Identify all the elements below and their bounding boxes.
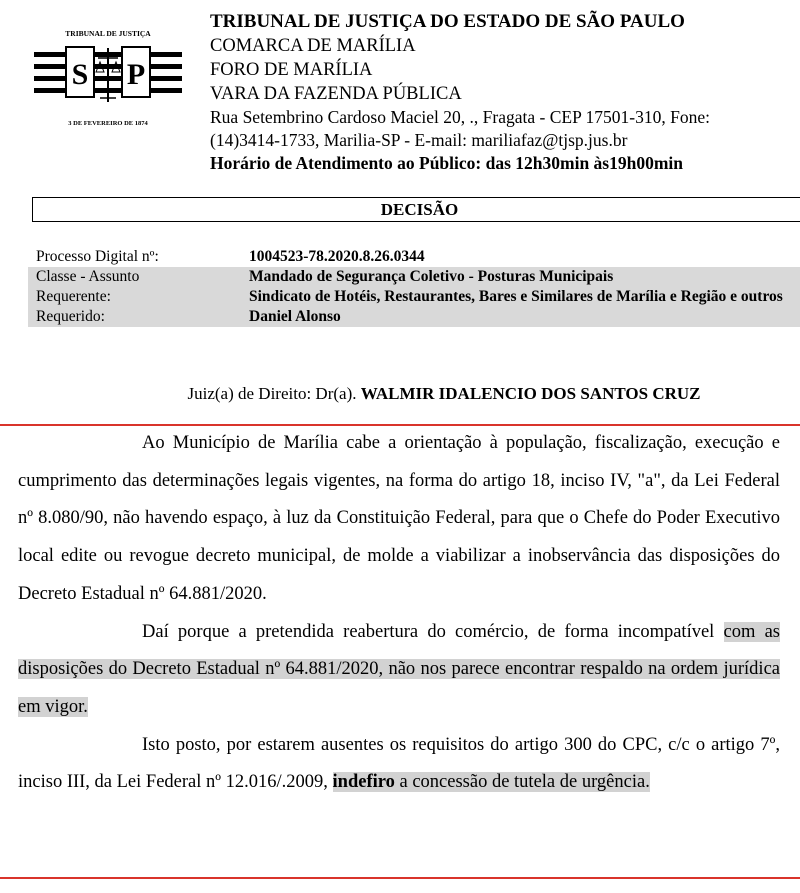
paragraph-2 [18, 614, 780, 727]
paragraph-3 [18, 727, 780, 802]
classe-label: Classe - Assunto [36, 268, 140, 285]
svg-text:3 DE FEVEREIRO DE 1874: 3 DE FEVEREIRO DE 1874 [68, 120, 148, 127]
paragraph-1: Ao Município de Marília cabe a orientação à população, fiscalização, execução e cumprimento das determinações legais vigentes, na forma do artigo 18, inciso IV, "a", da Lei Federal nº 8.080/90, não havendo espaço, à luz da Constituição Federal, para que o Chefe do Poder Executivo local edite ou revogue decreto municipal, de molde a viabilizar a inobservância das disposições do Decreto Estadual nº 64.881/2020. [18, 433, 780, 604]
address-line-2: (14)3414-1733, Marilia-SP - E-mail: mariliafaz@tjsp.jus.br [210, 130, 628, 150]
processo-value: 1004523-78.2020.8.26.0344 [249, 248, 425, 265]
decision-body [18, 425, 780, 802]
requerido-value: Daniel Alonso [249, 308, 341, 325]
judge-name: WALMIR IDALENCIO DOS SANTOS CRUZ [360, 384, 701, 403]
judge-line [0, 384, 800, 404]
judge-prefix: Juiz(a) de Direito: Dr(a). [187, 384, 357, 403]
meta-row-processo [28, 247, 800, 267]
svg-text:S: S [71, 58, 89, 91]
meta-row-requerido [28, 307, 800, 327]
seal-icon [28, 22, 188, 132]
svg-text:P: P [126, 58, 146, 91]
paragraph-2-highlight: com as disposições do Decreto Estadual nº 64.881/2020, não nos parece encontrar respaldo na ordem jurídica em vigor. [18, 621, 780, 717]
meta-row-requerente [28, 287, 800, 307]
processo-label: Processo Digital nº: [36, 248, 159, 265]
foro: FORO DE MARÍLIA [210, 60, 373, 80]
svg-text:TRIBUNAL DE JUSTIÇA: TRIBUNAL DE JUSTIÇA [65, 29, 151, 38]
case-metadata [28, 247, 800, 327]
vara: VARA DA FAZENDA PÚBLICA [210, 84, 462, 104]
requerido-label: Requerido: [36, 308, 105, 325]
paragraph-3-start: Isto posto, por estarem ausentes os requisitos do artigo 300 do CPC, c/c o artigo 7º, inciso III, da Lei Federal nº 12.016/.2009, [18, 734, 780, 793]
red-divider-bottom [0, 877, 800, 879]
requerente-value: Sindicato de Hotéis, Restaurantes, Bares e Similares de Marília e Região e outros [249, 288, 783, 305]
court-header [210, 10, 800, 175]
document-title: DECISÃO [32, 197, 800, 222]
meta-row-classe [28, 267, 800, 287]
comarca: COMARCA DE MARÍLIA [210, 36, 416, 56]
paragraph-3-bold: indefiro [332, 772, 395, 793]
paragraph-3-end: a concessão de tutela de urgência. [399, 772, 650, 793]
classe-value: Mandado de Segurança Coletivo - Posturas Municipais [249, 268, 614, 285]
address-line-1: Rua Setembrino Cardoso Maciel 20, ., Fragata - CEP 17501-310, Fone: [210, 107, 710, 127]
requerente-label: Requerente: [36, 288, 111, 305]
paragraph-2-start: Daí porque a pretendida reabertura do comércio, de forma incompatível [142, 621, 715, 642]
court-name: TRIBUNAL DE JUSTIÇA DO ESTADO DE SÃO PAULO [210, 11, 685, 32]
office-hours: Horário de Atendimento ao Público: das 12h30min às19h00min [210, 153, 684, 173]
court-seal [28, 22, 188, 132]
